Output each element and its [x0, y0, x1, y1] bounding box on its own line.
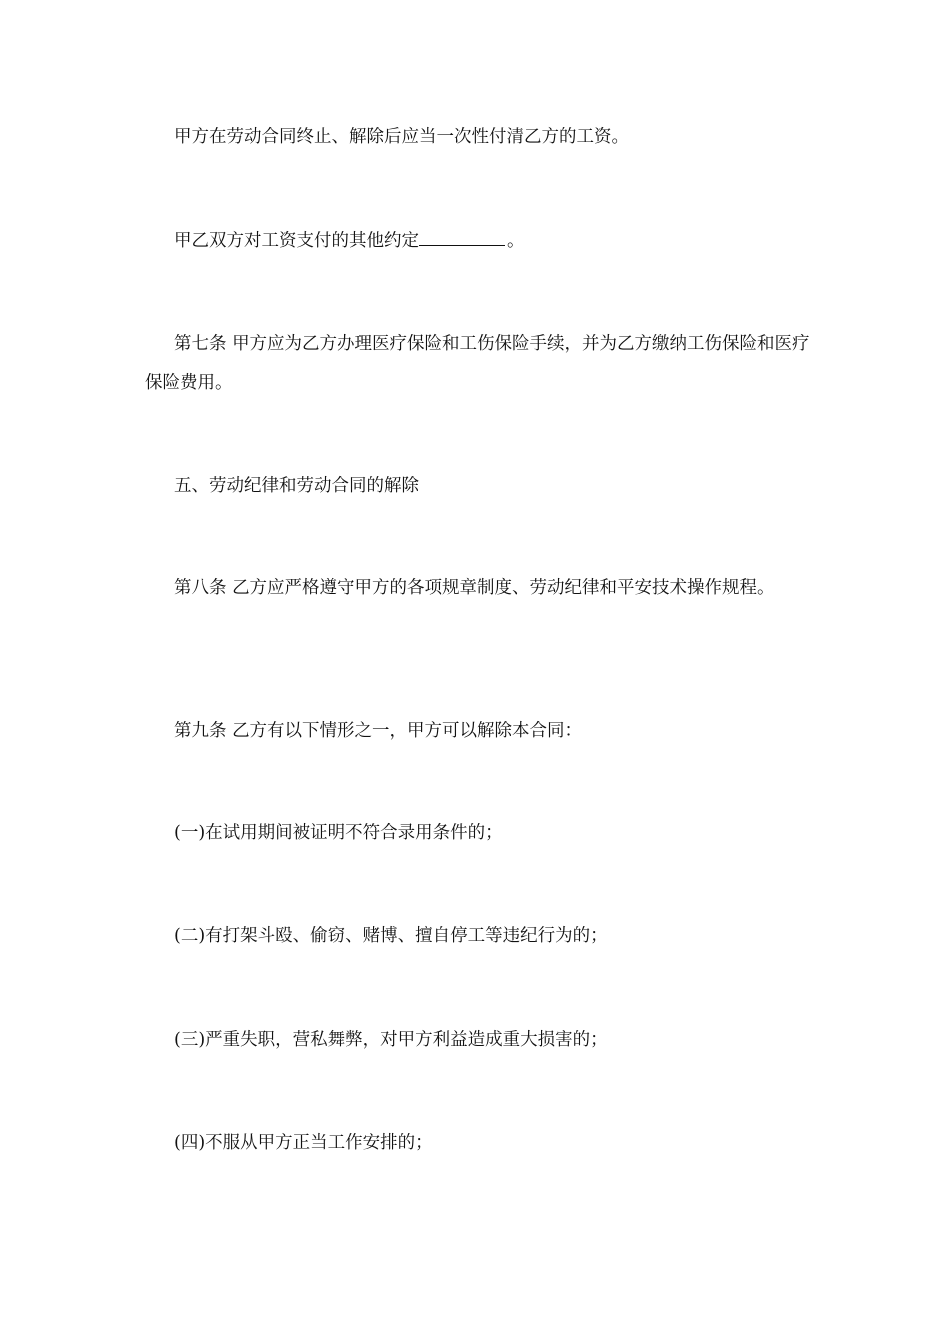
list-item-text: (三)严重失职，营私舞弊，对甲方利益造成重大损害的； [174, 1030, 608, 1050]
fill-in-blank[interactable] [419, 227, 505, 246]
paragraph-other-wage-terms [145, 222, 810, 261]
list-item-2 [145, 917, 810, 956]
list-item-text: (二)有打架斗殴、偷窃、赌博、擅自停工等违纪行为的； [174, 926, 608, 946]
paragraph-suffix: 。 [507, 231, 525, 251]
heading-text: 五、劳动纪律和劳动合同的解除 [174, 476, 419, 496]
paragraph-text: 第九条 乙方有以下情形之一，甲方可以解除本合同： [174, 721, 583, 741]
list-item-1 [145, 814, 810, 853]
paragraph-text: 第七条 甲方应为乙方办理医疗保险和工伤保险手续，并为乙方缴纳工伤保险和医疗保险费用。 [145, 334, 810, 393]
list-item-text: (四)不服从甲方正当工作安排的； [174, 1133, 433, 1153]
paragraph-text: 甲方在劳动合同终止、解除后应当一次性付清乙方的工资。 [174, 127, 629, 147]
list-item-text: (一)在试用期间被证明不符合录用条件的； [174, 823, 503, 843]
paragraph-text: 第八条 乙方应严格遵守甲方的各项规章制度、劳动纪律和平安技术操作规程。 [174, 578, 775, 598]
list-item-3 [145, 1021, 810, 1060]
paragraph-wage-settlement [145, 118, 810, 157]
paragraph-article-9 [145, 712, 810, 751]
paragraph-text: 甲乙双方对工资支付的其他约定 [174, 231, 419, 251]
list-item-4 [145, 1124, 810, 1163]
paragraph-article-7 [145, 325, 810, 403]
paragraph-article-8 [145, 569, 810, 608]
section-heading-5 [145, 467, 810, 506]
